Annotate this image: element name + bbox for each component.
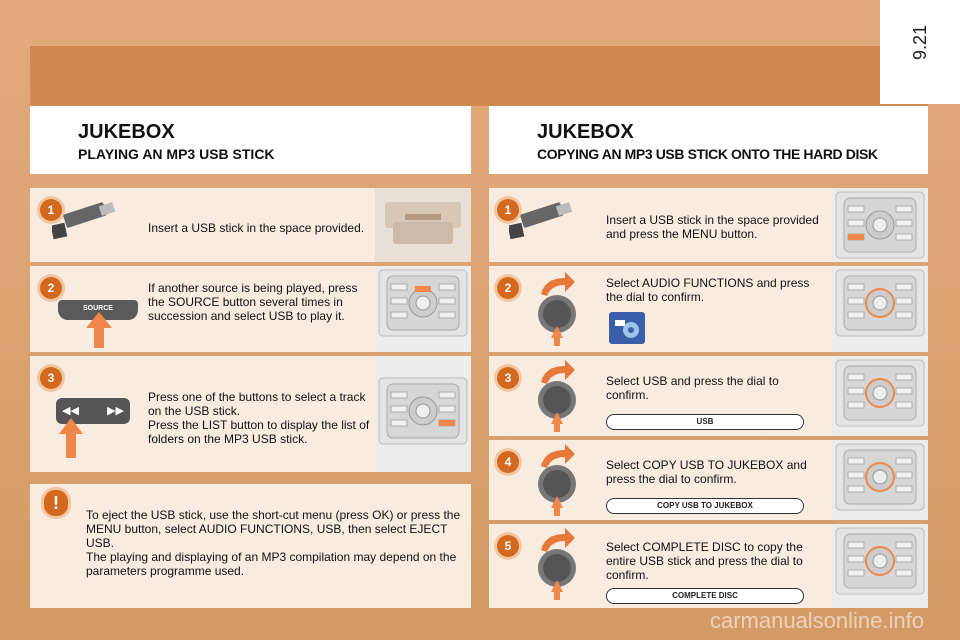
step-number-badge: 3 [497, 367, 519, 389]
usb-stick-icon [52, 202, 122, 248]
dial-icon [537, 294, 577, 348]
right-title: JUKEBOX [537, 121, 634, 143]
dial-icon [537, 548, 577, 602]
step-text: Select USB and press the dial to confirm. [606, 374, 779, 402]
step-number-badge: 2 [40, 277, 62, 299]
header-band [30, 46, 928, 106]
press-arrow-icon [84, 312, 114, 348]
menu-option-complete-disc: COMPLETE DISC [606, 588, 804, 604]
warning-icon: ! [44, 490, 68, 516]
right-step-4 [489, 440, 928, 520]
menu-option-usb: USB [606, 414, 804, 430]
watermark: carmanualsonline.info [709, 608, 924, 633]
console-image [832, 266, 928, 352]
left-title: JUKEBOX [78, 121, 175, 143]
console-image [375, 356, 471, 472]
step-number-badge: 2 [497, 277, 519, 299]
dial-icon [537, 380, 577, 434]
step-number-badge: 5 [497, 535, 519, 557]
page-tab [880, 0, 960, 104]
console-image [832, 440, 928, 520]
step-number-badge: 1 [497, 199, 519, 221]
right-header [489, 106, 928, 174]
console-image [375, 266, 471, 352]
press-arrow-icon [58, 418, 84, 458]
left-step-2 [30, 266, 471, 352]
left-header [30, 106, 471, 174]
right-subtitle: COPYING AN MP3 USB STICK ONTO THE HARD DISK [537, 146, 878, 162]
step-number-badge: 3 [40, 367, 62, 389]
step-number-badge: 1 [40, 199, 62, 221]
step-text: Select COPY USB TO JUKEBOX and press the dial to confirm. [606, 458, 807, 486]
left-subtitle: PLAYING AN MP3 USB STICK [78, 146, 275, 162]
right-step-3 [489, 356, 928, 436]
console-image [832, 188, 928, 262]
step-text: Insert a USB stick in the space provided. [148, 221, 365, 235]
next-track-icon: ▶▶ [107, 405, 124, 417]
step-text: Insert a USB stick in the space provided and press the MENU button. [606, 213, 819, 241]
left-step-3 [30, 356, 471, 472]
usb-stick-icon [509, 202, 579, 248]
console-image [832, 356, 928, 436]
step-text: Press one of the buttons to select a track on the USB stick. Press the LIST button to display the list of folders on the MP3 USB stick. [148, 390, 370, 446]
step-text: Select COMPLETE DISC to copy the entire USB stick and press the dial to confirm. [606, 540, 803, 582]
page-number: 9.21 [909, 24, 930, 61]
source-button-icon: SOURCE [58, 300, 138, 320]
right-step-5 [489, 524, 928, 608]
dial-icon [537, 464, 577, 518]
note-box [30, 484, 471, 608]
usb-port-photo [375, 188, 471, 262]
right-step-1 [489, 188, 928, 262]
menu-option-copy-usb: COPY USB TO JUKEBOX [606, 498, 804, 514]
left-step-1 [30, 188, 471, 262]
note-text: To eject the USB stick, use the short-cut menu (press OK) or press the MENU button, select AUDIO FUNCTIONS, USB, then select EJECT USB. The playing and displaying of an MP3 compilation may depend on the parameters programme used. [86, 508, 461, 578]
step-number-badge: 4 [497, 451, 519, 473]
console-image [832, 524, 928, 608]
step-text: If another source is being played, press the SOURCE button several times in succession and select USB to play it. [148, 281, 358, 323]
previous-track-icon: ◀◀ [62, 405, 79, 417]
right-step-2 [489, 266, 928, 352]
step-text: Select AUDIO FUNCTIONS and press the dial to confirm. [606, 276, 810, 304]
audio-functions-icon [609, 312, 645, 344]
